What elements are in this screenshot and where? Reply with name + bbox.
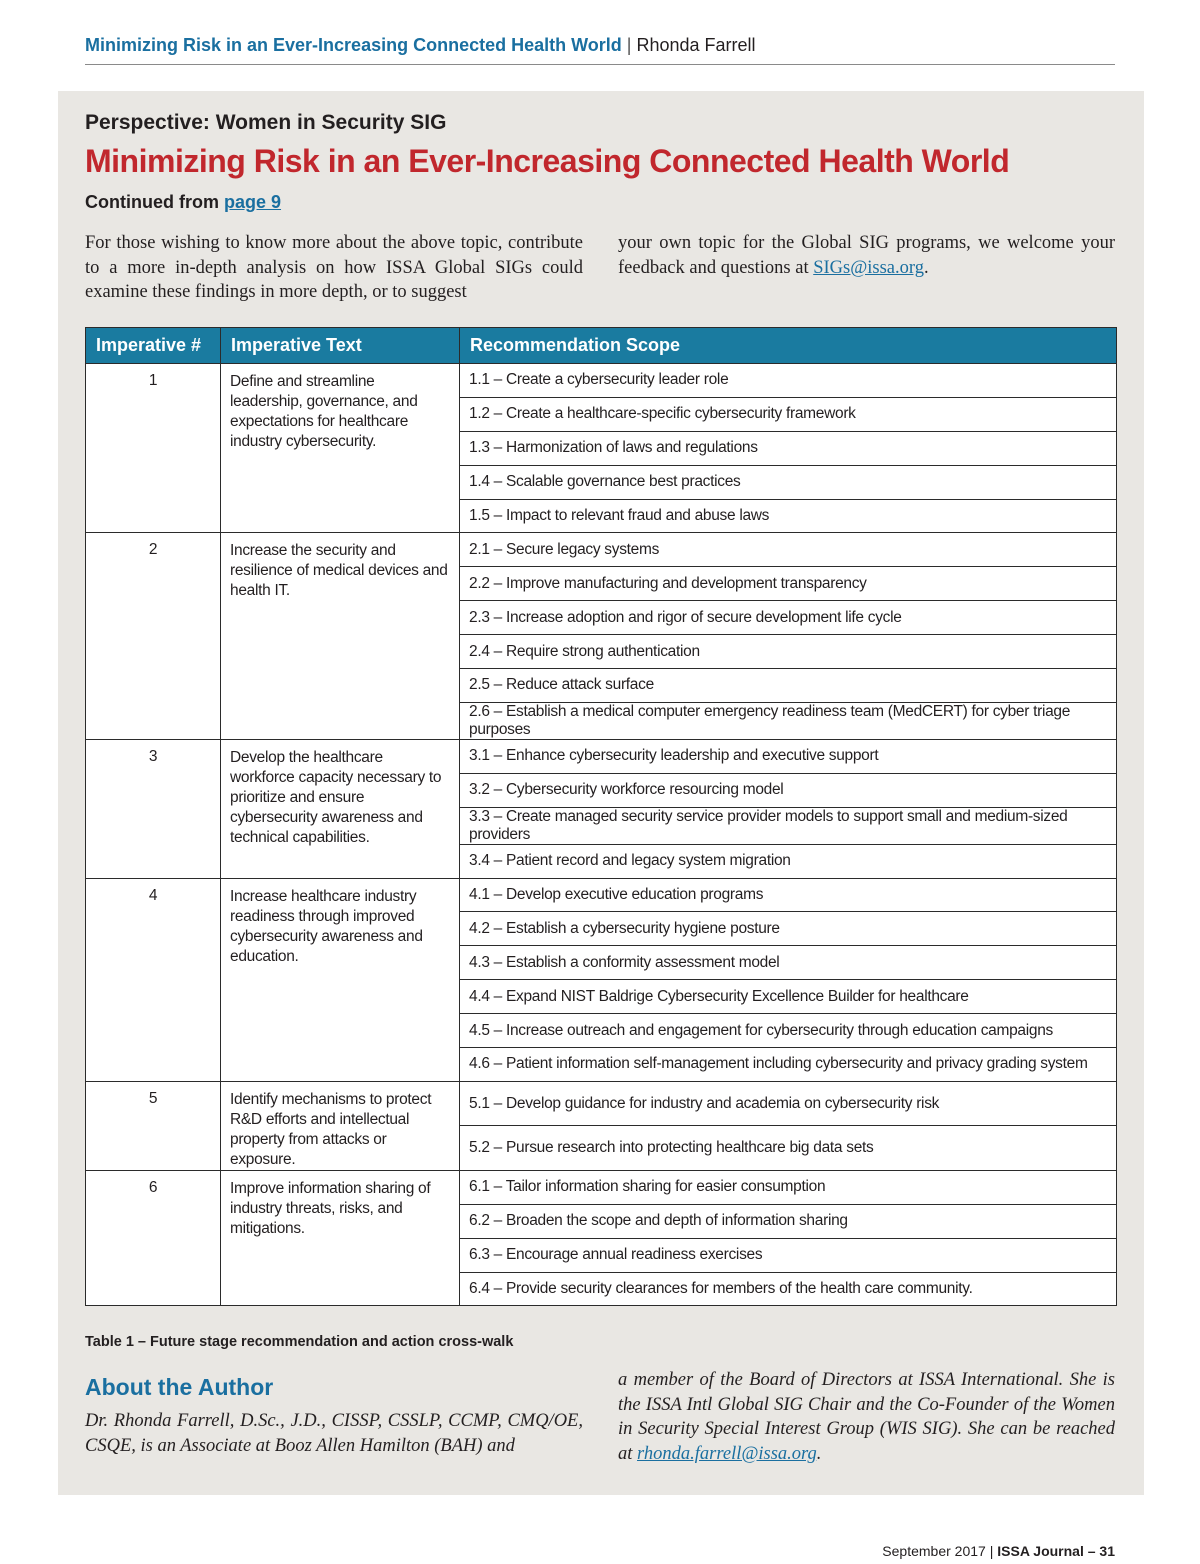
recommendation-scope: 2.3 – Increase adoption and rigor of secure development life cycle: [460, 601, 1117, 635]
recommendation-scope: 4.5 – Increase outreach and engagement for cybersecurity through education campaigns: [460, 1014, 1117, 1048]
recommendation-scope: 3.3 – Create managed security service provider models to support small and medium-sized providers: [460, 807, 1117, 844]
recommendation-scope: 1.5 – Impact to relevant fraud and abuse laws: [460, 499, 1117, 533]
table-row: [86, 1081, 1117, 1126]
folio-date: September 2017: [882, 1543, 986, 1559]
table-header-row: [86, 328, 1117, 364]
recommendation-scope: 4.1 – Develop executive education programs: [460, 878, 1117, 912]
body-column-1: For those wishing to know more about the above topic, contribute to a more in-depth analysis on how ISSA Global SIGs could examine these findings in more depth, or to suggest: [85, 233, 583, 302]
recommendation-scope: 4.3 – Establish a conformity assessment model: [460, 946, 1117, 980]
running-head: [85, 32, 1115, 65]
imperative-number: 5: [86, 1081, 221, 1170]
continued-page-link[interactable]: page 9: [224, 192, 282, 212]
table-caption: Table 1 – Future stage recommendation and action cross-walk: [85, 1334, 514, 1350]
recommendation-scope: 6.1 – Tailor information sharing for easier consumption: [460, 1170, 1117, 1204]
continued-prefix: Continued from: [85, 192, 219, 212]
recommendation-scope: 3.4 – Patient record and legacy system migration: [460, 844, 1117, 878]
recommendation-scope: 2.1 – Secure legacy systems: [460, 533, 1117, 567]
article-kicker: Perspective: Women in Security SIG: [85, 111, 447, 134]
sigs-email-link[interactable]: SIGs@issa.org: [813, 257, 924, 278]
recommendation-scope: 6.4 – Provide security clearances for members of the health care community.: [460, 1272, 1117, 1306]
recommendation-scope: 1.1 – Create a cybersecurity leader role: [460, 364, 1117, 398]
about-column-1: Dr. Rhonda Farrell, D.Sc., J.D., CISSP, CSSLP, CCMP, CMQ/OE, CSQE, is an Associate at Booz Allen Hamilton (BAH) and: [85, 1411, 583, 1456]
body-column-2-suffix: .: [923, 257, 929, 278]
header-recommendation-scope: Recommendation Scope: [460, 328, 1117, 364]
recommendation-scope: 4.6 – Patient information self-management including cybersecurity and privacy grading system: [460, 1048, 1117, 1082]
imperative-text: Develop the healthcare workforce capacity necessary to prioritize and ensure cybersecurity awareness and technical capabilities.: [221, 739, 460, 878]
table-row: [86, 1170, 1117, 1204]
table-row: [86, 739, 1117, 773]
recommendation-scope: 4.4 – Expand NIST Baldrige Cybersecurity Excellence Builder for healthcare: [460, 980, 1117, 1014]
recommendation-scope: 2.2 – Improve manufacturing and development transparency: [460, 567, 1117, 601]
header-imperative-number: Imperative #: [86, 328, 221, 364]
continued-line: [85, 192, 281, 213]
about-column-2-suffix: .: [816, 1443, 822, 1464]
recommendation-scope: 2.6 – Establish a medical computer emergency readiness team (MedCERT) for cyber triage purposes: [460, 702, 1117, 739]
header-imperative-text: Imperative Text: [221, 328, 460, 364]
imperative-text: Identify mechanisms to protect R&D efforts and intellectual property from attacks or exposure.: [221, 1081, 460, 1170]
about-column-2-text: a member of the Board of Directors at ISSA International. She is the ISSA Intl Global SIG Chair and the Co-Founder of the Women in Security Special Interest Group (WIS SIG). She can be reached at: [618, 1370, 1115, 1464]
imperative-number: 4: [86, 878, 221, 1081]
imperative-number: 3: [86, 739, 221, 878]
body-column-2-text: your own topic for the Global SIG programs, we welcome your feedback and questions at: [618, 233, 1115, 278]
imperative-text: Increase healthcare industry readiness through improved cybersecurity awareness and education.: [221, 878, 460, 1081]
recommendation-scope: 4.2 – Establish a cybersecurity hygiene posture: [460, 912, 1117, 946]
imperative-text: Improve information sharing of industry threats, risks, and mitigations.: [221, 1170, 460, 1306]
recommendation-scope: 1.3 – Harmonization of laws and regulations: [460, 431, 1117, 465]
page-folio: [882, 1543, 1115, 1559]
imperative-number: 2: [86, 533, 221, 739]
imperative-text: Define and streamline leadership, governance, and expectations for healthcare industry cybersecurity.: [221, 364, 460, 533]
recommendation-scope: 2.5 – Reduce attack surface: [460, 669, 1117, 703]
imperative-text: Increase the security and resilience of medical devices and health IT.: [221, 533, 460, 739]
body-column-2: [618, 231, 1115, 280]
crosswalk-table: [85, 327, 1117, 1306]
running-head-author: Rhonda Farrell: [636, 35, 756, 55]
recommendation-scope: 5.1 – Develop guidance for industry and academia on cybersecurity risk: [460, 1081, 1117, 1126]
running-head-separator: |: [626, 35, 632, 55]
folio-journal: ISSA Journal – 31: [997, 1543, 1115, 1559]
recommendation-scope: 1.2 – Create a healthcare-specific cybersecurity framework: [460, 397, 1117, 431]
about-author-heading: About the Author: [85, 1374, 274, 1400]
about-column-2: [618, 1368, 1115, 1466]
recommendation-scope: 5.2 – Pursue research into protecting healthcare big data sets: [460, 1126, 1117, 1171]
recommendation-scope: 1.4 – Scalable governance best practices: [460, 465, 1117, 499]
recommendation-scope: 6.3 – Encourage annual readiness exercises: [460, 1238, 1117, 1272]
folio-separator: |: [989, 1543, 994, 1559]
recommendation-scope: 3.1 – Enhance cybersecurity leadership and executive support: [460, 739, 1117, 773]
table-row: [86, 364, 1117, 398]
author-email-link[interactable]: rhonda.farrell@issa.org: [637, 1443, 817, 1464]
recommendation-scope: 3.2 – Cybersecurity workforce resourcing model: [460, 773, 1117, 807]
imperative-number: 1: [86, 364, 221, 533]
table-row: [86, 878, 1117, 912]
table-row: [86, 533, 1117, 567]
table-body: [86, 364, 1117, 1306]
recommendation-scope: 2.4 – Require strong authentication: [460, 635, 1117, 669]
imperative-number: 6: [86, 1170, 221, 1306]
article-headline: Minimizing Risk in an Ever-Increasing Connected Health World: [85, 143, 1010, 179]
running-head-title: Minimizing Risk in an Ever-Increasing Connected Health World: [85, 35, 622, 55]
recommendation-scope: 6.2 – Broaden the scope and depth of information sharing: [460, 1204, 1117, 1238]
